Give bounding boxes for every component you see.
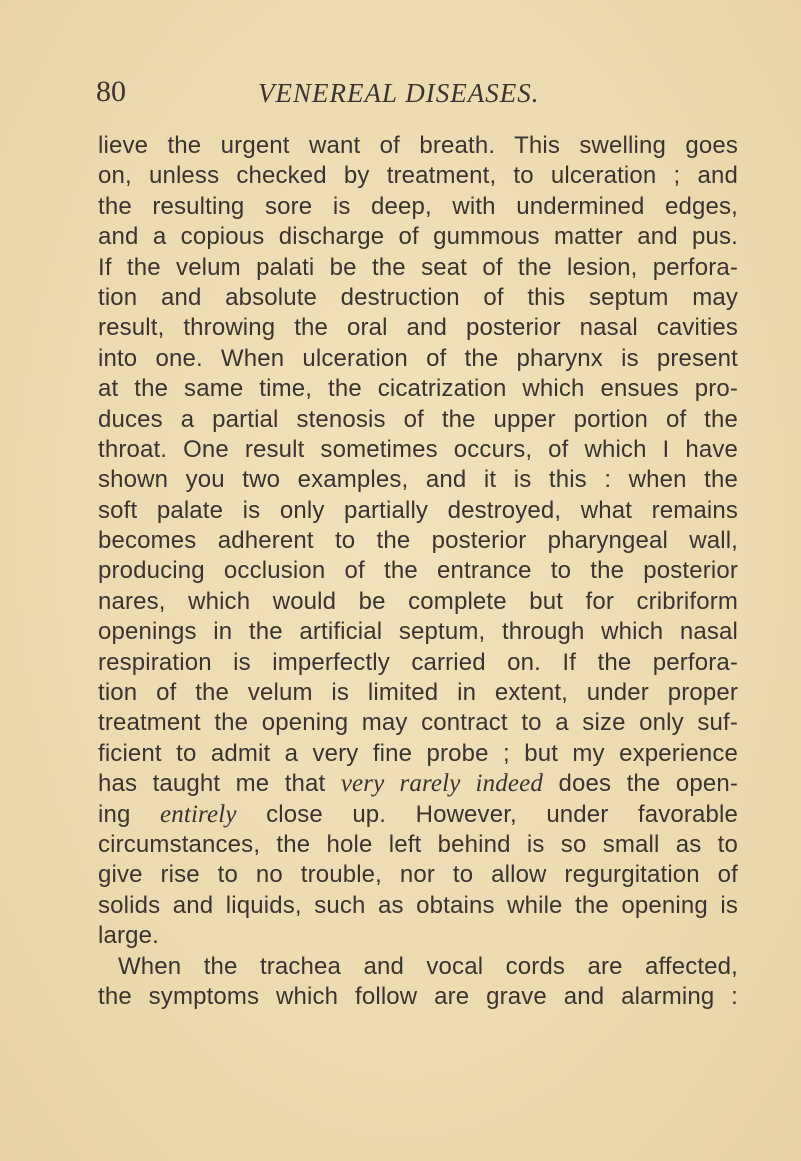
text-line <box>98 587 738 617</box>
text-segment: into one. When ulceration of the pharynx is present <box>98 344 738 372</box>
text-line <box>98 556 738 586</box>
text-segment: If the velum palati be the seat of the lesion, perfora- <box>98 253 738 281</box>
text-line <box>98 830 738 860</box>
text-segment: respiration is imperfectly carried on. If the perfora- <box>98 648 738 676</box>
text-line <box>98 648 738 678</box>
text-line <box>98 222 738 252</box>
text-segment: and a copious discharge of gummous matter and pus. <box>98 223 738 251</box>
text-segment: circumstances, the hole left behind is so small as to <box>98 830 738 858</box>
text-segment: ing <box>98 800 160 828</box>
text-segment: on, unless checked by treatment, to ulceration ; and <box>98 162 738 190</box>
text-line <box>98 526 738 556</box>
italic-emphasis: entirely <box>159 800 237 828</box>
body-text <box>98 131 738 1012</box>
running-head <box>96 74 736 114</box>
text-segment: ficient to admit a very fine probe ; but my experience <box>98 739 738 767</box>
text-line <box>98 374 738 404</box>
text-line <box>98 982 738 1012</box>
text-line <box>98 678 738 708</box>
text-segment: has taught me that <box>98 770 341 798</box>
text-line <box>98 131 738 161</box>
text-segment: large. <box>98 922 159 950</box>
text-line <box>98 617 738 647</box>
italic-emphasis: very rarely indeed <box>340 770 544 798</box>
text-line <box>98 800 738 830</box>
text-line <box>98 496 738 526</box>
page-number: 80 <box>96 75 126 108</box>
text-segment: treatment the opening may contract to a size only suf- <box>98 709 738 737</box>
text-segment: give rise to no trouble, nor to allow regurgitation of <box>98 861 738 889</box>
text-segment: producing occlusion of the entrance to the posterior <box>98 557 738 585</box>
text-segment: duces a partial stenosis of the upper portion of the <box>98 405 738 433</box>
text-line <box>98 708 738 738</box>
text-line <box>98 344 738 374</box>
text-line <box>98 891 738 921</box>
text-segment: the symptoms which follow are grave and alarming : <box>98 982 738 1010</box>
text-segment: does the open- <box>543 770 739 798</box>
text-line <box>98 405 738 435</box>
text-segment: becomes adherent to the posterior pharyngeal wall, <box>98 527 738 555</box>
text-line <box>98 739 738 769</box>
text-segment: nares, which would be complete but for cribriform <box>98 587 738 615</box>
text-segment: the resulting sore is deep, with undermined edges, <box>98 192 738 220</box>
text-line <box>98 313 738 343</box>
text-segment: throat. One result sometimes occurs, of which I have <box>98 435 738 463</box>
text-segment: result, throwing the oral and posterior nasal cavities <box>98 314 738 342</box>
text-line <box>98 253 738 283</box>
text-line <box>98 921 738 951</box>
text-segment: close up. However, under favorable <box>236 800 738 828</box>
text-segment: openings in the artificial septum, through which nasal <box>98 618 738 646</box>
text-line <box>98 860 738 890</box>
text-segment: lieve the urgent want of breath. This swelling goes <box>98 132 738 159</box>
text-line <box>98 192 738 222</box>
text-segment: solids and liquids, such as obtains while the opening is <box>98 891 738 919</box>
text-segment: tion of the velum is limited in extent, under proper <box>98 679 738 707</box>
text-segment: tion and absolute destruction of this septum may <box>98 283 738 311</box>
text-segment: at the same time, the cicatrization which ensues pro- <box>98 375 738 403</box>
text-line <box>98 952 738 982</box>
text-segment: soft palate is only partially destroyed, what remains <box>98 496 738 524</box>
text-line <box>98 465 738 495</box>
running-title: VENEREAL DISEASES. <box>258 78 540 108</box>
text-line <box>98 283 738 313</box>
text-segment: When the trachea and vocal cords are affected, <box>118 952 738 980</box>
text-line <box>98 435 738 465</box>
text-line <box>98 769 738 799</box>
text-line <box>98 161 738 191</box>
text-segment: shown you two examples, and it is this : when the <box>98 466 738 494</box>
